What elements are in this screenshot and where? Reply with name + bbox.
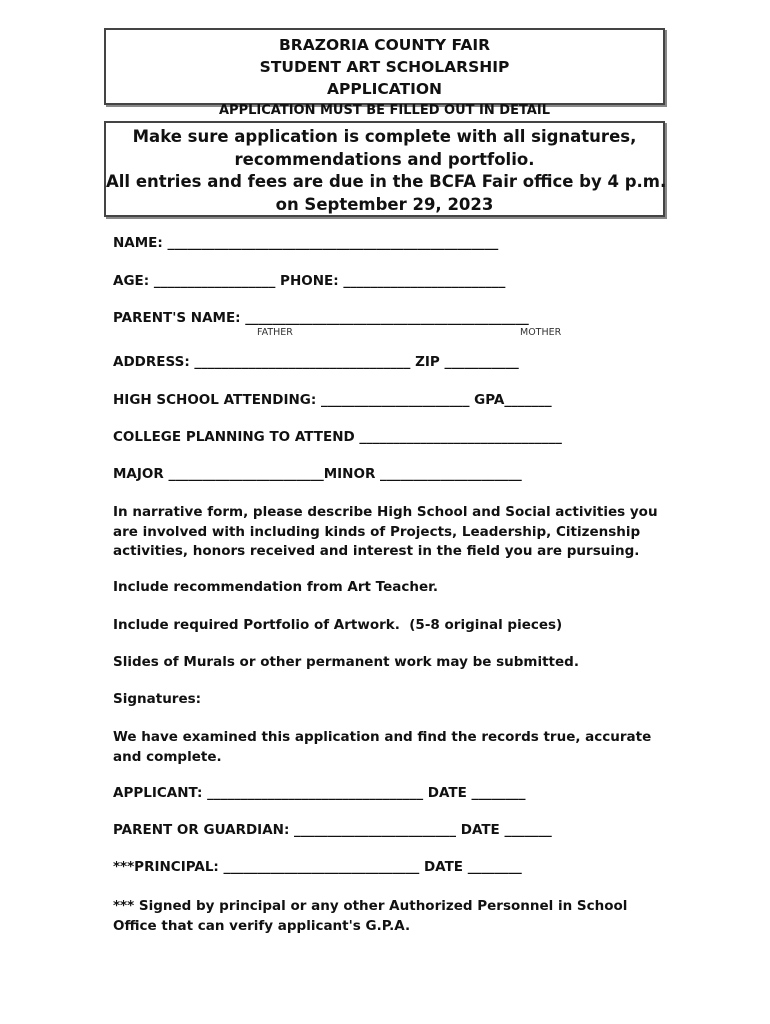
notice-line-4: on September 29, 2023 <box>275 194 494 214</box>
title-line-2: STUDENT ART SCHOLARSHIP <box>259 58 510 76</box>
address-zip-field[interactable]: ADDRESS: ________________________________ ZIP ___________ <box>113 354 519 370</box>
mother-label: MOTHER <box>520 327 562 338</box>
slides-instruction: Slides of Murals or other permanent work may be submitted. <box>113 654 579 670</box>
portfolio-instruction: Include required Portfolio of Artwork. (5-8 original pieces) <box>113 617 563 633</box>
recommendation-instruction: Include recommendation from Art Teacher. <box>113 579 438 595</box>
title-line-3: APPLICATION <box>326 80 443 98</box>
college-field[interactable]: COLLEGE PLANNING TO ATTEND ______________________________ <box>113 429 562 445</box>
age-phone-field[interactable]: AGE: __________________ PHONE: ________________________ <box>113 273 506 289</box>
parent-signature-field[interactable]: PARENT OR GUARDIAN: ________________________ DATE _______ <box>113 822 552 838</box>
principal-footnote: *** Signed by principal or any other Authorized Personnel in School Office that can verify applicant's G.P.A. <box>113 898 628 934</box>
narrative-instruction: In narrative form, please describe High School and Social activities you are involved with including kinds of Projects, Leadership, Citizenship activities, honors received and interest in the field you are pursuing. <box>113 504 658 559</box>
applicant-signature-field[interactable]: APPLICANT: ________________________________ DATE ________ <box>113 785 526 801</box>
deadline-notice-box <box>104 121 665 217</box>
title-line-1: BRAZORIA COUNTY FAIR <box>278 36 491 54</box>
must-fill-notice: APPLICATION MUST BE FILLED OUT IN DETAIL <box>219 103 550 118</box>
parents-name-field[interactable]: PARENT'S NAME: __________________________________________ <box>113 310 529 326</box>
major-minor-field[interactable]: MAJOR _______________________MINOR _____________________ <box>113 466 522 482</box>
notice-line-3: All entries and fees are due in the BCFA Fair office by 4 p.m. <box>106 172 667 191</box>
father-label: FATHER <box>257 327 293 338</box>
name-field[interactable]: NAME: _________________________________________________ <box>113 235 499 251</box>
principal-signature-field[interactable]: ***PRINCIPAL: _____________________________ DATE ________ <box>113 859 522 875</box>
notice-line-1: Make sure application is complete with all signatures, <box>132 127 637 146</box>
notice-line-2: recommendations and portfolio. <box>234 149 535 169</box>
title-box <box>104 28 665 105</box>
high-school-gpa-field[interactable]: HIGH SCHOOL ATTENDING: ______________________ GPA_______ <box>113 392 552 408</box>
signatures-heading: Signatures: <box>113 691 202 707</box>
examined-statement: We have examined this application and find the records true, accurate and complete. <box>113 729 652 765</box>
